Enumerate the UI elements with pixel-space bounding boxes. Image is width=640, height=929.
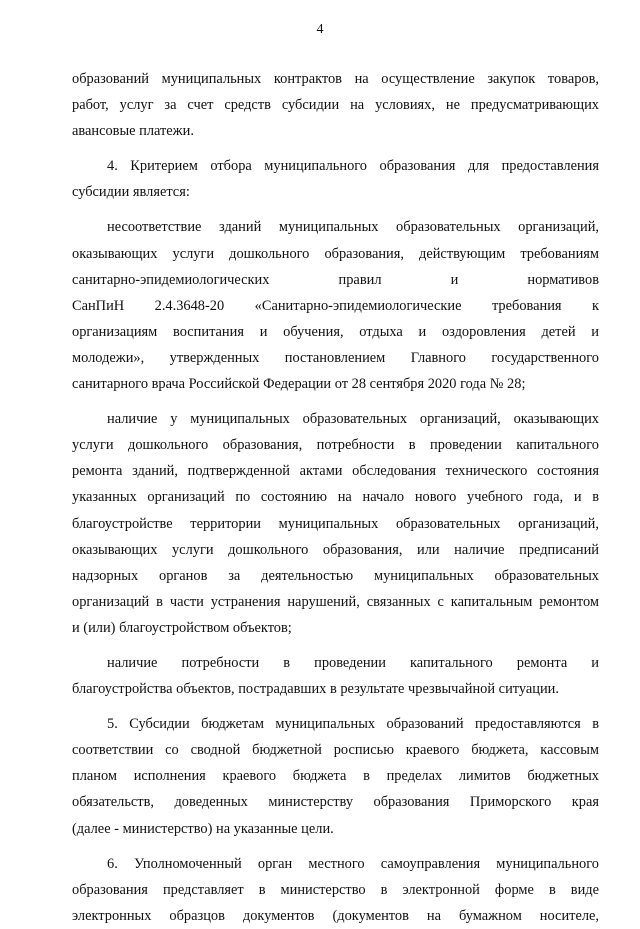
paragraph — [72, 711, 599, 841]
text-line: благоустройстве территории муниципальных образовательных организаций, — [72, 515, 599, 532]
paragraph — [72, 406, 599, 641]
paragraph — [72, 851, 599, 929]
text-line: 5. Субсидии бюджетам муниципальных образований предоставляются в — [107, 716, 599, 733]
text-line: 6. Уполномоченный орган местного самоуправления муниципального — [107, 855, 599, 872]
text-line: и (или) благоустройством объектов; — [72, 619, 292, 636]
text-line: образований муниципальных контрактов на осуществление закупок товаров, — [72, 71, 599, 87]
paragraph — [72, 66, 599, 144]
text-line: несоответствие зданий муниципальных образовательных организаций, — [107, 219, 599, 236]
text-line: указанных организаций по состоянию на начало нового учебного года, и в — [72, 489, 599, 506]
text-line: обязательств, доведенных министерству образования Приморского края — [72, 794, 599, 811]
document-body — [72, 66, 599, 929]
text-line: оказывающих услуги дошкольного образования, действующим требованиям — [72, 245, 599, 262]
text-line: электронных образцов документов (документов на бумажном носителе, — [72, 907, 599, 924]
text-line: санитарно-эпидемиологических правил и нормативов — [72, 271, 599, 288]
text-line: соответствии со сводной бюджетной росписью краевого бюджета, кассовым — [72, 742, 599, 759]
text-line: СанПиН 2.4.3648-20 «Санитарно-эпидемиологические требования к — [72, 297, 599, 314]
text-line: услуги дошкольного образования, потребности в проведении капитального — [72, 437, 599, 454]
text-line: молодежи», утвержденных постановлением Главного государственного — [72, 349, 599, 366]
text-line: санитарного врача Российской Федерации от 28 сентября 2020 года № 28; — [72, 376, 526, 393]
text-line: благоустройства объектов, пострадавших в результате чрезвычайной ситуации. — [72, 681, 559, 698]
text-line: наличие потребности в проведении капитального ремонта и — [107, 654, 599, 671]
paragraph — [72, 153, 599, 205]
paragraph — [72, 650, 599, 702]
text-line: организациям воспитания и обучения, отдыха и оздоровления детей и — [72, 323, 599, 340]
text-line: авансовые платежи. — [72, 123, 194, 140]
text-line: субсидии является: — [72, 184, 190, 201]
text-line: 4. Критерием отбора муниципального образования для предоставления — [107, 158, 599, 175]
paragraph — [72, 214, 599, 397]
text-line: планом исполнения краевого бюджета в пределах лимитов бюджетных — [72, 768, 599, 785]
page-number: 4 — [316, 22, 324, 37]
text-line: ремонта зданий, подтвержденной актами обследования технического состояния — [72, 463, 599, 480]
text-line: образования представляет в министерство в электронной форме в виде — [72, 881, 599, 898]
text-line: наличие у муниципальных образовательных организаций, оказывающих — [107, 411, 599, 428]
text-line: надзорных органов за деятельностью муниципальных образовательных — [72, 567, 599, 584]
text-line: работ, услуг за счет средств субсидии на условиях, не предусматривающих — [72, 97, 599, 114]
text-line: (далее - министерство) на указанные цели. — [72, 820, 334, 837]
text-line: организаций в части устранения нарушений, связанных с капитальным ремонтом — [72, 593, 599, 610]
text-line: оказывающих услуги дошкольного образования, или наличие предписаний — [72, 541, 599, 558]
